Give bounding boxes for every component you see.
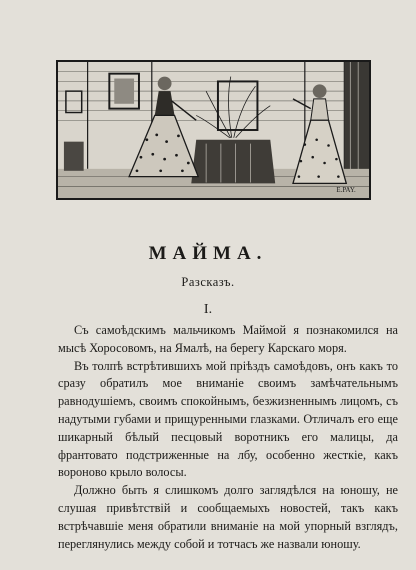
header-illustration: [56, 60, 371, 200]
paragraph: Въ толпѣ встрѣтившихъ мой пріѣздъ самоѣдовъ, онъ какъ то сразу обратилъ мое вниманіе своимъ замѣчательнымъ равнодушіемъ, своимъ спокойнымъ, безжизненнымъ лицомъ, съ надутыми губами и прищуренными глазками. Отличалъ его еще шикарный бѣлый песцовый воротникъ его малицы, да франтовато подстриженные на лбу, особенно жесткіе, какъ вороново крыло волосы.: [58, 358, 398, 480]
illustration-signature: E.PAY.: [336, 187, 356, 195]
story-title: МАЙМА.: [148, 243, 268, 264]
paragraph: Должно быть я слишкомъ долго заглядѣлся на юношу, не слушая привѣтствій и сообщаемыхъ новостей, такъ какъ встрѣчавшіе меня обратили вниманіе на мой упорный взглядъ, переглянулись между собой и тотчасъ же назвали юношу.: [58, 483, 398, 551]
paragraph: Съ самоѣдскимъ мальчикомъ Маймой я познакомился на мысѣ Хоросовомъ, на Ямалѣ, на берегу Карскаго моря.: [58, 323, 398, 355]
story-body: [58, 322, 398, 553]
engraving-illustration-icon: [58, 62, 369, 198]
story-subtitle: Разсказъ.: [181, 275, 235, 289]
chapter-number: I.: [203, 302, 213, 317]
